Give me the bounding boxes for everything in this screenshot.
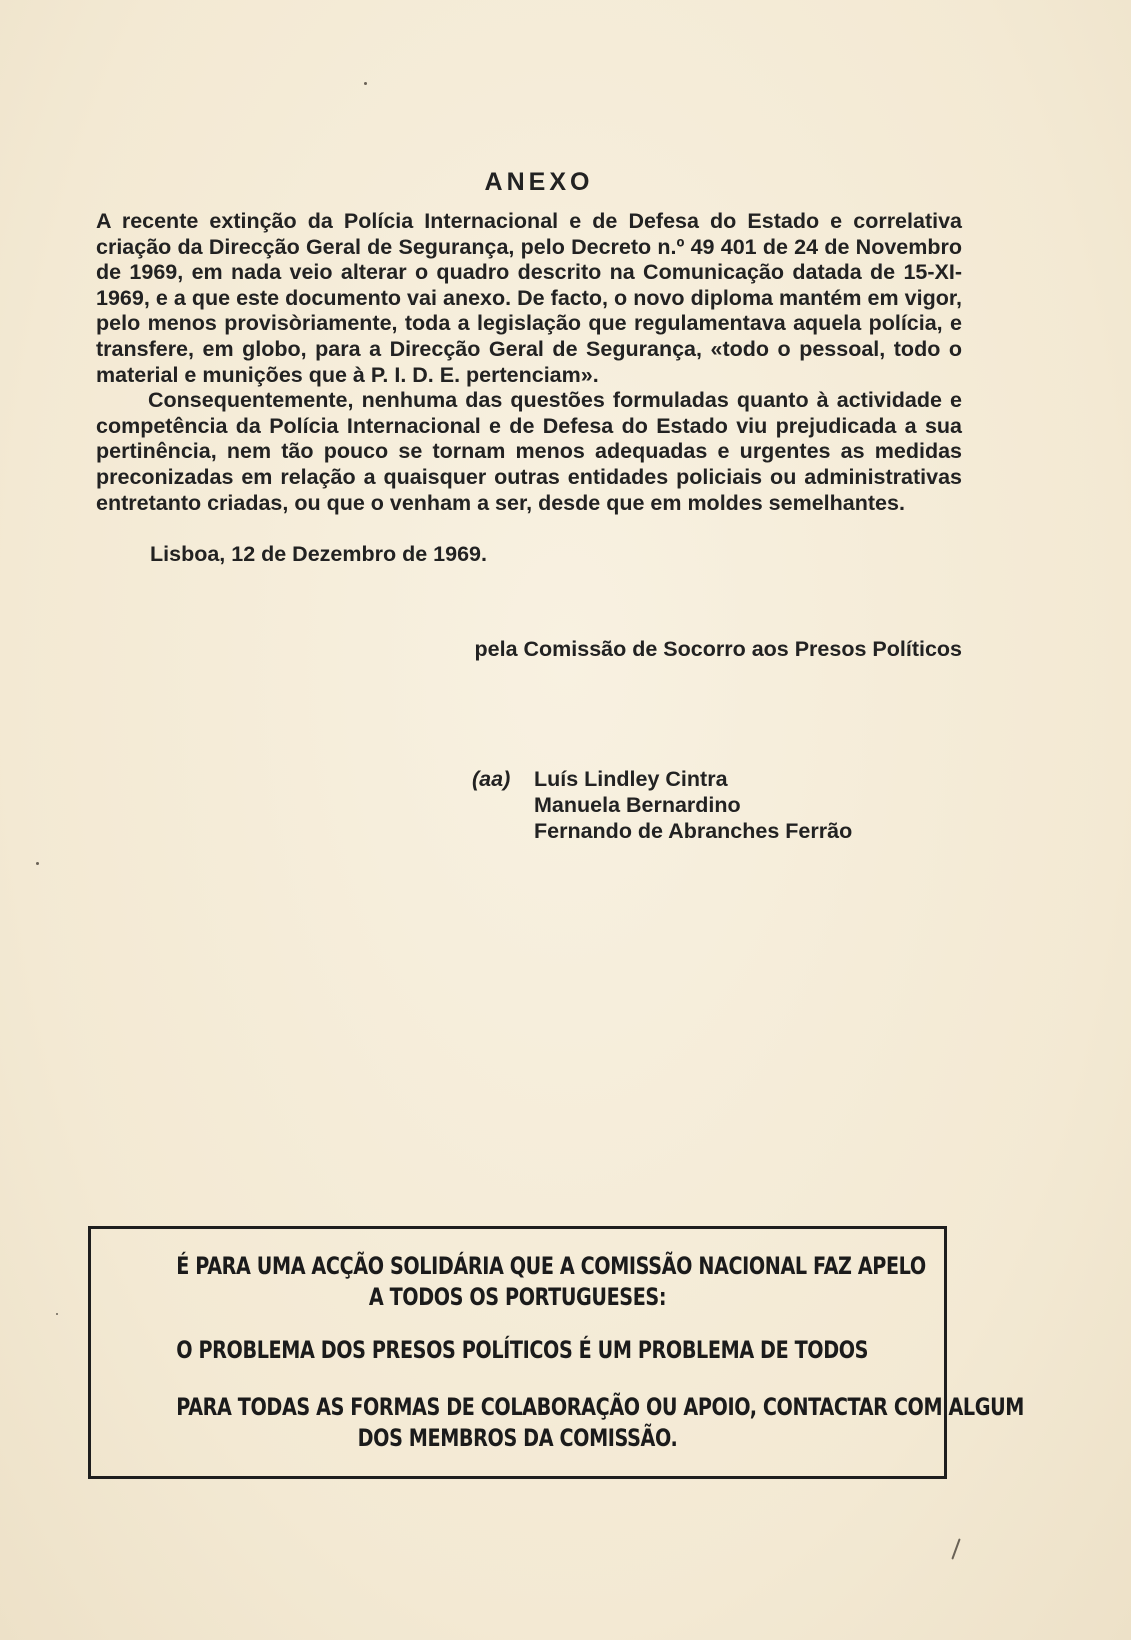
annex-title: ANEXO <box>484 168 594 196</box>
notice-line: DOS MEMBROS DA COMISSÃO. <box>357 1424 678 1452</box>
signatures-prefix: (aa) <box>472 767 511 791</box>
notice-line: O PROBLEMA DOS PRESOS POLÍTICOS É UM PROBLEMA DE TODOS <box>176 1336 869 1364</box>
annex-document <box>96 168 962 843</box>
signatory-name: Manuela Bernardino <box>534 793 741 817</box>
notice-line: É PARA UMA ACÇÃO SOLIDÁRIA QUE A COMISSÃO NACIONAL FAZ APELO <box>176 1252 926 1280</box>
paper-speck <box>36 862 39 865</box>
issuing-commission: pela Comissão de Socorro aos Presos Políticos <box>474 637 962 662</box>
appeal-notice-box <box>88 1226 1024 1479</box>
signatory-name: Luís Lindley Cintra <box>534 767 728 791</box>
notice-line: A TODOS OS PORTUGUESES: <box>368 1283 667 1311</box>
annex-paragraph-2: Consequentemente, nenhuma das questões formuladas quanto à actividade e competência da Polícia Internacional e de Defesa do Estado viu prejudicada a sua pertinência, nem tão pouco se tornam menos adequadas e urgentes as medidas preconizadas em relação a quaisquer outras entidades policiais ou administrativas entretanto criadas, ou que o venham a ser, desde que em moldes semelhantes. <box>96 388 962 515</box>
paper-speck <box>951 1538 960 1559</box>
signatory-name: Fernando de Abranches Ferrão <box>534 819 853 843</box>
notice-line: PARA TODAS AS FORMAS DE COLABORAÇÃO OU APOIO, CONTACTAR COM ALGUM <box>176 1393 1024 1421</box>
paper-speck <box>364 82 367 85</box>
paper-speck <box>56 1313 58 1315</box>
annex-paragraph-1: A recente extinção da Polícia Internacional e de Defesa do Estado e correlativa criação da Direcção Geral de Segurança, pelo Decreto n.º 49 401 de 24 de Novembro de 1969, em nada veio alterar o quadro descrito na Comunicação datada de 15-XI-1969, e a que este documento vai anexo. De facto, o novo diploma mantém em vigor, pelo menos provisòriamente, toda a legislação que regulamentava aquela polícia, e transfere, em globo, para a Direcção Geral de Segurança, «todo o pessoal, todo o material e munições que à P. I. D. E. pertenciam». <box>96 209 962 387</box>
signature-block <box>472 766 852 844</box>
place-date: Lisboa, 12 de Dezembro de 1969. <box>150 542 487 567</box>
